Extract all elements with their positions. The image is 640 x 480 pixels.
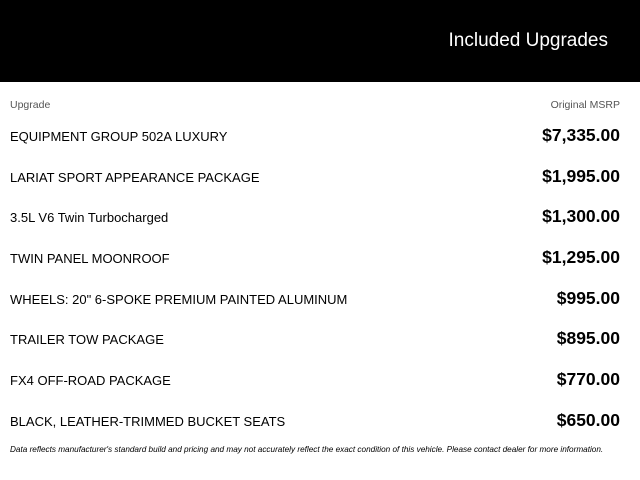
upgrade-price: $895.00 bbox=[556, 328, 620, 349]
upgrade-price: $1,300.00 bbox=[542, 206, 620, 227]
list-item bbox=[0, 156, 640, 197]
upgrade-price: $770.00 bbox=[556, 369, 620, 390]
upgrade-name: FX4 OFF-ROAD PACKAGE bbox=[10, 373, 171, 389]
upgrade-price: $650.00 bbox=[556, 409, 620, 430]
column-header-msrp: Original MSRP bbox=[550, 99, 620, 111]
upgrade-name: EQUIPMENT GROUP 502A LUXURY bbox=[10, 129, 228, 144]
upgrade-price: $7,335.00 bbox=[542, 125, 620, 145]
upgrade-name: BLACK, LEATHER-TRIMMED BUCKET SEATS bbox=[10, 413, 286, 429]
list-item bbox=[0, 359, 640, 400]
column-header-upgrade: Upgrade bbox=[10, 99, 51, 111]
list-item bbox=[0, 115, 640, 156]
upgrade-name: TWIN PANEL MOONROOF bbox=[10, 251, 170, 267]
list-item bbox=[0, 196, 640, 237]
upgrade-name: TRAILER TOW PACKAGE bbox=[10, 332, 164, 348]
upgrade-name: 3.5L V6 Twin Turbocharged bbox=[10, 210, 169, 226]
list-item bbox=[0, 318, 640, 359]
page-title: Included Upgrades bbox=[448, 30, 608, 51]
upgrade-price: $1,295.00 bbox=[542, 247, 620, 268]
list-item bbox=[0, 400, 640, 441]
upgrade-name: LARIAT SPORT APPEARANCE PACKAGE bbox=[10, 169, 260, 185]
list-item bbox=[0, 237, 640, 278]
upgrade-price: $1,995.00 bbox=[542, 165, 620, 186]
upgrade-list bbox=[0, 115, 640, 441]
disclaimer-text: Data reflects manufacturer's standard build and pricing and may not accurately reflect the exact condition of this vehicle. Please contact dealer for more information. bbox=[10, 445, 604, 454]
header-bar bbox=[0, 0, 640, 82]
upgrade-name: WHEELS: 20" 6-SPOKE PREMIUM PAINTED ALUMINUM bbox=[10, 291, 348, 307]
upgrade-price: $995.00 bbox=[556, 287, 620, 308]
list-item bbox=[0, 278, 640, 319]
